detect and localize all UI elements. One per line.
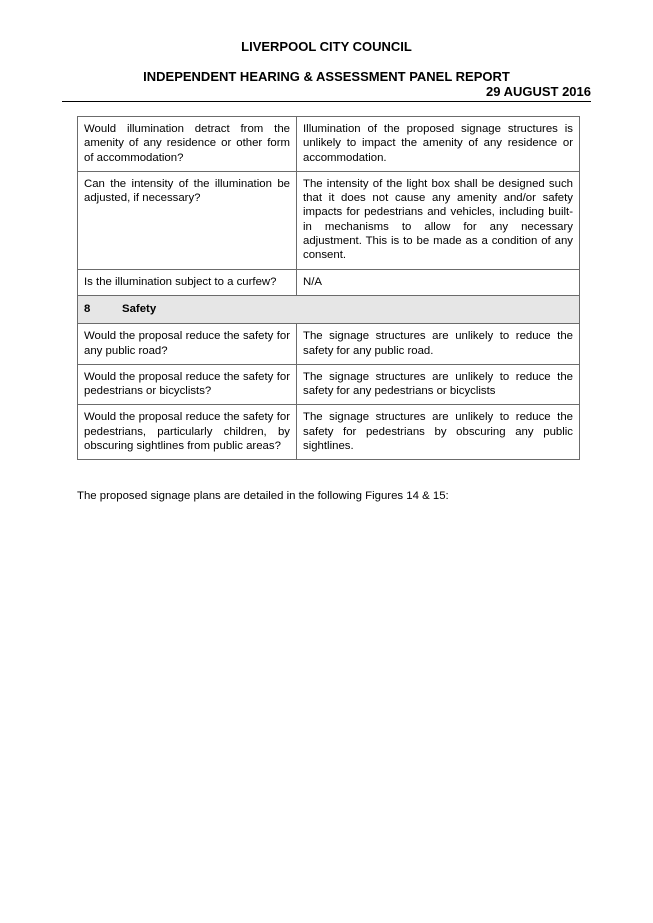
question-cell: Can the intensity of the illumination be adjusted, if necessary? xyxy=(78,171,297,269)
section-title: Safety xyxy=(122,302,157,315)
figures-intro-paragraph: The proposed signage plans are detailed in the following Figures 14 & 15: xyxy=(77,490,449,502)
answer-cell: The intensity of the light box shall be designed such that it does not cause any amenity and/or safety impacts for pedestrians and vehicles, including built-in mechanisms to allow for any necessary adjustment. This is to be made as a condition of any consent. xyxy=(297,171,580,269)
question-cell: Would the proposal reduce the safety for pedestrians or bicyclists? xyxy=(78,364,297,405)
report-date: 29 AUGUST 2016 xyxy=(485,84,591,99)
organization-name: LIVERPOOL CITY COUNCIL xyxy=(241,39,412,54)
question-cell: Would the proposal reduce the safety for any public road? xyxy=(78,324,297,365)
table-row xyxy=(78,324,580,365)
report-title: INDEPENDENT HEARING & ASSESSMENT PANEL REPORT xyxy=(143,69,510,84)
question-cell: Would illumination detract from the amenity of any residence or other form of accommodation? xyxy=(78,117,297,172)
answer-cell: The signage structures are unlikely to reduce the safety for pedestrians by obscuring any public sightlines. xyxy=(297,405,580,460)
table-row xyxy=(78,171,580,269)
section-header-row xyxy=(78,295,580,323)
table-row xyxy=(78,364,580,405)
answer-cell: The signage structures are unlikely to reduce the safety for any pedestrians or bicyclists xyxy=(297,364,580,405)
answer-cell: The signage structures are unlikely to reduce the safety for any public road. xyxy=(297,324,580,365)
section-number: 8 xyxy=(84,302,91,315)
question-cell: Would the proposal reduce the safety for pedestrians, particularly children, by obscuring sightlines from public areas? xyxy=(78,405,297,460)
table-row xyxy=(78,405,580,460)
question-cell: Is the illumination subject to a curfew? xyxy=(78,269,297,295)
answer-cell: N/A xyxy=(297,269,580,295)
table-row xyxy=(78,269,580,295)
table-row xyxy=(78,117,580,172)
assessment-table xyxy=(77,116,580,460)
section-header-cell xyxy=(78,295,580,323)
header-divider xyxy=(62,101,591,102)
answer-cell: Illumination of the proposed signage structures is unlikely to impact the amenity of any residence or accommodation. xyxy=(297,117,580,172)
